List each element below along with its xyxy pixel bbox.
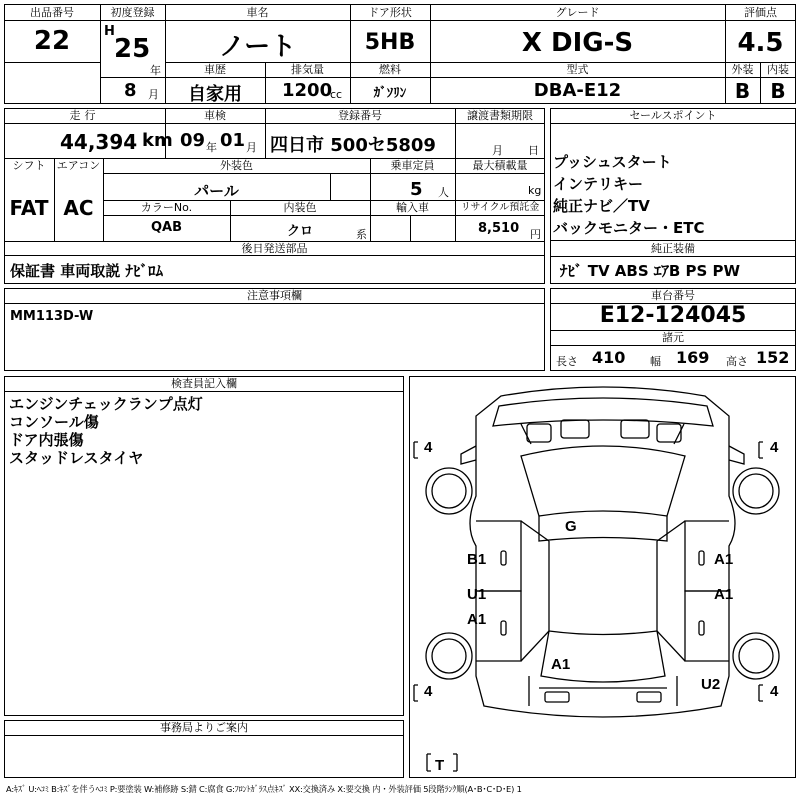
capacity: 5 bbox=[410, 179, 423, 200]
inspector-line: エンジンチェックランプ点灯 bbox=[9, 395, 203, 413]
ac-label: エアコン bbox=[56, 159, 101, 172]
reg-label: 登録番号 bbox=[338, 109, 382, 122]
damage-right-front-door: A1 bbox=[714, 551, 734, 568]
height-label: 高さ bbox=[726, 355, 748, 368]
later-label: 後日発送部品 bbox=[241, 242, 308, 255]
color-number: QAB bbox=[150, 220, 183, 235]
first-reg-label: 初度登録 bbox=[110, 6, 155, 19]
inspect-label: 車検 bbox=[204, 109, 226, 122]
chassis-label: 車台番号 bbox=[651, 289, 695, 302]
sales-item: バックモニター・ETC bbox=[553, 219, 705, 237]
length-label: 長さ bbox=[556, 355, 578, 368]
month-unit: 月 bbox=[148, 88, 159, 101]
transfer-month: 月 bbox=[492, 144, 503, 157]
sales-item: インテリキー bbox=[553, 175, 644, 193]
color-label: 外装色 bbox=[220, 159, 253, 172]
tire-score-front-right: 4 bbox=[770, 439, 779, 456]
shift-label: シフト bbox=[12, 159, 46, 172]
damage-left-rear-door: U1 bbox=[467, 586, 487, 603]
int-grade: B bbox=[770, 79, 786, 103]
width-label: 幅 bbox=[650, 355, 661, 368]
lot-label: 出品番号 bbox=[30, 6, 74, 19]
era: H bbox=[104, 24, 115, 39]
int-label: 内装 bbox=[767, 63, 789, 76]
damage-roof: G bbox=[565, 518, 577, 535]
colorno-label: カラーNo. bbox=[140, 201, 193, 214]
sales-item: 純正ナビ／TV bbox=[553, 197, 650, 215]
interior-color: クロ bbox=[286, 224, 313, 239]
model-label: 型式 bbox=[566, 63, 589, 76]
reg-number: 四日市 500セ5809 bbox=[270, 135, 436, 156]
legend: A:ｷｽﾞ U:ﾍｺﾐ B:ｷｽﾞを伴うﾍｺﾐ P:要塗装 W:補修跡 S:錆 C:腐食 G:ﾌﾛﾝﾄｶﾞﾗｽ点ｷｽﾞ XX:交換済み X:要交換 内・外装評価 5段階ﾗﾝｸ順(A･B･C･D･E) 1 bbox=[6, 784, 522, 794]
model-code: DBA-E12 bbox=[533, 80, 622, 101]
intcolor-unit: 系 bbox=[356, 228, 367, 241]
inspector-line: ドア内張傷 bbox=[9, 431, 84, 449]
fuel: ｶﾞｿﾘﾝ bbox=[373, 86, 407, 101]
width: 169 bbox=[676, 348, 710, 367]
sales-item: プッシュスタート bbox=[553, 153, 672, 171]
notes-value: MM113D-W bbox=[10, 309, 94, 324]
reg-month: 8 bbox=[124, 80, 137, 101]
door-label: ドア形状 bbox=[368, 6, 412, 19]
capacity-unit: 人 bbox=[438, 186, 449, 199]
inspect-month: 01 bbox=[220, 130, 246, 151]
spec-label: 諸元 bbox=[662, 331, 684, 344]
tire-score-rear-left: 4 bbox=[424, 683, 433, 700]
disp-label: 排気量 bbox=[291, 63, 324, 76]
grade: X DIG-S bbox=[521, 28, 634, 58]
recycle-label: リサイクル預託金 bbox=[460, 202, 540, 213]
ext-label: 外装 bbox=[731, 63, 754, 76]
damage-right-rear-corner: U2 bbox=[701, 676, 721, 693]
damage-left-rear-door: A1 bbox=[467, 611, 487, 628]
height: 152 bbox=[756, 348, 790, 367]
spare-tire: T bbox=[435, 757, 445, 774]
ext-grade: B bbox=[734, 79, 751, 103]
recycle-fee: 8,510 bbox=[478, 221, 520, 236]
inspect-year-unit: 年 bbox=[206, 141, 217, 154]
history-label: 車歴 bbox=[204, 63, 226, 76]
door-type: 5HB bbox=[364, 30, 416, 55]
disp-unit: cc bbox=[330, 88, 343, 101]
length: 410 bbox=[592, 348, 626, 367]
capacity-label: 乗車定員 bbox=[390, 159, 435, 172]
inspect-year: 09 bbox=[180, 130, 206, 151]
score-label: 評価点 bbox=[744, 6, 777, 19]
office-label: 事務局よりご案内 bbox=[160, 721, 248, 734]
load-label: 最大積載量 bbox=[472, 159, 528, 172]
score: 4.5 bbox=[737, 28, 784, 58]
damage-right-rear-door: A1 bbox=[714, 586, 734, 603]
mileage-label: 走行 bbox=[69, 109, 100, 122]
import-label: 輸入車 bbox=[396, 201, 429, 214]
chassis-number: E12-124045 bbox=[599, 303, 747, 328]
equipment: ﾅﾋﾞ TV ABS ｴｱB PS PW bbox=[560, 262, 741, 280]
color: パール bbox=[194, 182, 239, 200]
damage-rear: A1 bbox=[551, 656, 571, 673]
grade-label: グレード bbox=[555, 6, 600, 19]
inspector-line: コンソール傷 bbox=[9, 413, 99, 431]
damage-left-front-door: B1 bbox=[467, 551, 487, 568]
transfer-label: 譲渡書類期限 bbox=[467, 109, 533, 122]
name-label: 車名 bbox=[246, 6, 269, 19]
sales-label: セールスポイント bbox=[629, 109, 717, 122]
year-unit: 年 bbox=[150, 64, 161, 77]
notes-label: 注意事項欄 bbox=[247, 289, 302, 302]
ac: AC bbox=[63, 196, 94, 220]
recycle-unit: 円 bbox=[530, 228, 541, 241]
reg-year: 25 bbox=[114, 34, 151, 64]
shift: FAT bbox=[9, 196, 49, 220]
car-outline bbox=[409, 376, 796, 778]
intcolor-label: 内装色 bbox=[283, 201, 317, 214]
fuel-label: 燃料 bbox=[379, 63, 401, 76]
transfer-day: 日 bbox=[528, 144, 539, 157]
tire-score-front-left: 4 bbox=[424, 439, 433, 456]
inspector-line: スタッドレスタイヤ bbox=[9, 449, 144, 467]
displacement: 1200 bbox=[282, 80, 333, 101]
mileage-unit: km bbox=[142, 130, 173, 151]
later-parts: 保証書 車両取説 ﾅﾋﾞﾛﾑ bbox=[10, 262, 163, 280]
inspect-month-unit: 月 bbox=[246, 141, 257, 154]
car-name: ノート bbox=[218, 32, 297, 62]
equip-label: 純正装備 bbox=[651, 242, 695, 255]
history: 自家用 bbox=[188, 84, 242, 105]
inspector-label: 検査員記入欄 bbox=[171, 377, 237, 390]
load-unit: kg bbox=[528, 184, 542, 197]
tire-score-rear-right: 4 bbox=[770, 683, 779, 700]
mileage: 44,394 bbox=[60, 130, 138, 154]
lot-number: 22 bbox=[33, 26, 71, 56]
